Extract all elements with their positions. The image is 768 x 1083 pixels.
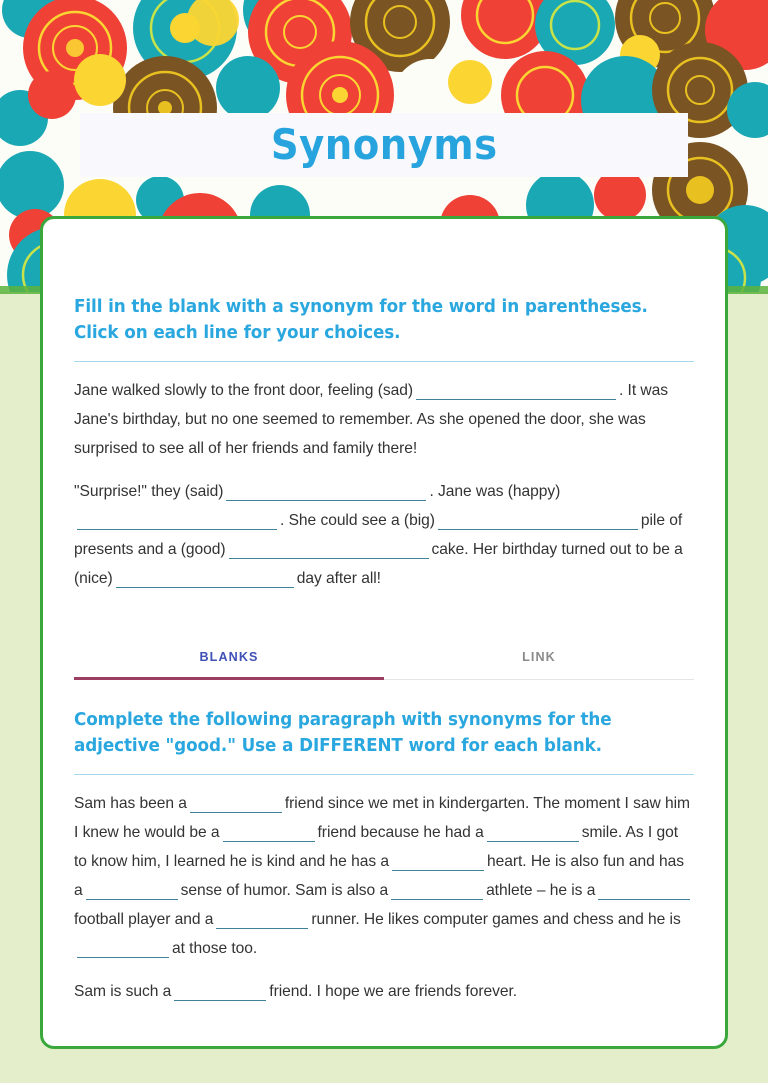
para1-text-b: . It was Jane's birthday, but no one seemed to remember. As she opened the door, she was surprised to see all of her friends and family there! <box>74 381 668 457</box>
section-one <box>74 219 694 593</box>
section-two <box>74 680 694 1036</box>
section-one-paragraph-one <box>74 376 694 463</box>
blank-input-good-2[interactable] <box>223 822 315 842</box>
para2-text-e: cake. Her birthday turned out to be a (nice) <box>74 540 683 587</box>
section-one-divider <box>74 361 694 362</box>
blank-input-sad[interactable] <box>416 380 616 400</box>
blank-input-big[interactable] <box>438 510 638 530</box>
s2-text-h: football player and a <box>74 910 214 928</box>
worksheet-card <box>40 216 728 1049</box>
section-two-paragraph-two <box>74 977 694 1006</box>
s2-text-a: Sam has been a <box>74 794 187 812</box>
blank-input-good-4[interactable] <box>392 851 484 871</box>
para2-text-a: "Surprise!" they (said) <box>74 482 224 500</box>
blank-input-good-9[interactable] <box>77 938 169 958</box>
s2-text-c: friend because he had a <box>317 823 484 841</box>
blank-input-good-6[interactable] <box>391 880 483 900</box>
blank-input-good-8[interactable] <box>216 909 308 929</box>
s2-text-l: friend. I hope we are friends forever. <box>269 982 518 1000</box>
section-one-heading: Fill in the blank with a synonym for the word in parentheses. Click on each line for your choices. <box>74 297 648 343</box>
section-two-divider <box>74 774 694 775</box>
s2-text-d: smile. As I got to know him, I learned he is kind and he has a <box>74 823 679 870</box>
blank-input-nice[interactable] <box>116 568 294 588</box>
section-one-paragraph-two <box>74 477 694 593</box>
tab-active-indicator <box>74 677 384 680</box>
s2-text-j: at those too. <box>172 939 258 957</box>
blank-input-happy[interactable] <box>77 510 277 530</box>
para2-text-f: day after all! <box>296 569 381 587</box>
para1-text-a: Jane walked slowly to the front door, feeling (sad) <box>74 381 413 399</box>
blank-input-good-3[interactable] <box>487 822 579 842</box>
blank-input-good-1[interactable] <box>190 793 282 813</box>
blank-input-good-5[interactable] <box>86 880 178 900</box>
s2-text-i: runner. He likes computer games and chess and he is <box>311 910 681 928</box>
s2-text-k: Sam is such a <box>74 982 172 1000</box>
section-two-paragraph-one <box>74 789 694 963</box>
para2-text-d: pile of presents and a (good) <box>74 511 683 558</box>
tab-bar <box>74 637 694 680</box>
section-two-heading: Complete the following paragraph with synonyms for the adjective "good." Use a DIFFERENT word for each blank. <box>74 709 612 756</box>
blank-input-good[interactable] <box>229 539 429 559</box>
blank-input-said[interactable] <box>226 481 426 501</box>
s2-text-f: sense of humor. Sam is also a <box>180 881 389 899</box>
blank-input-good-10[interactable] <box>174 981 266 1001</box>
tab-link[interactable]: LINK <box>522 649 556 664</box>
para2-text-c: . She could see a (big) <box>280 511 435 529</box>
tab-blanks[interactable]: BLANKS <box>199 649 259 664</box>
s2-text-g: athlete – he is a <box>486 881 596 899</box>
s2-text-e: heart. He is also fun and has a <box>74 852 685 899</box>
title-banner <box>80 113 688 177</box>
page-title: Synonyms <box>270 120 498 169</box>
blank-input-good-7[interactable] <box>598 880 690 900</box>
para2-text-b: . Jane was (happy) <box>429 482 561 500</box>
s2-text-b: friend since we met in kindergarten. The moment I saw him I knew he would be a <box>74 794 690 841</box>
